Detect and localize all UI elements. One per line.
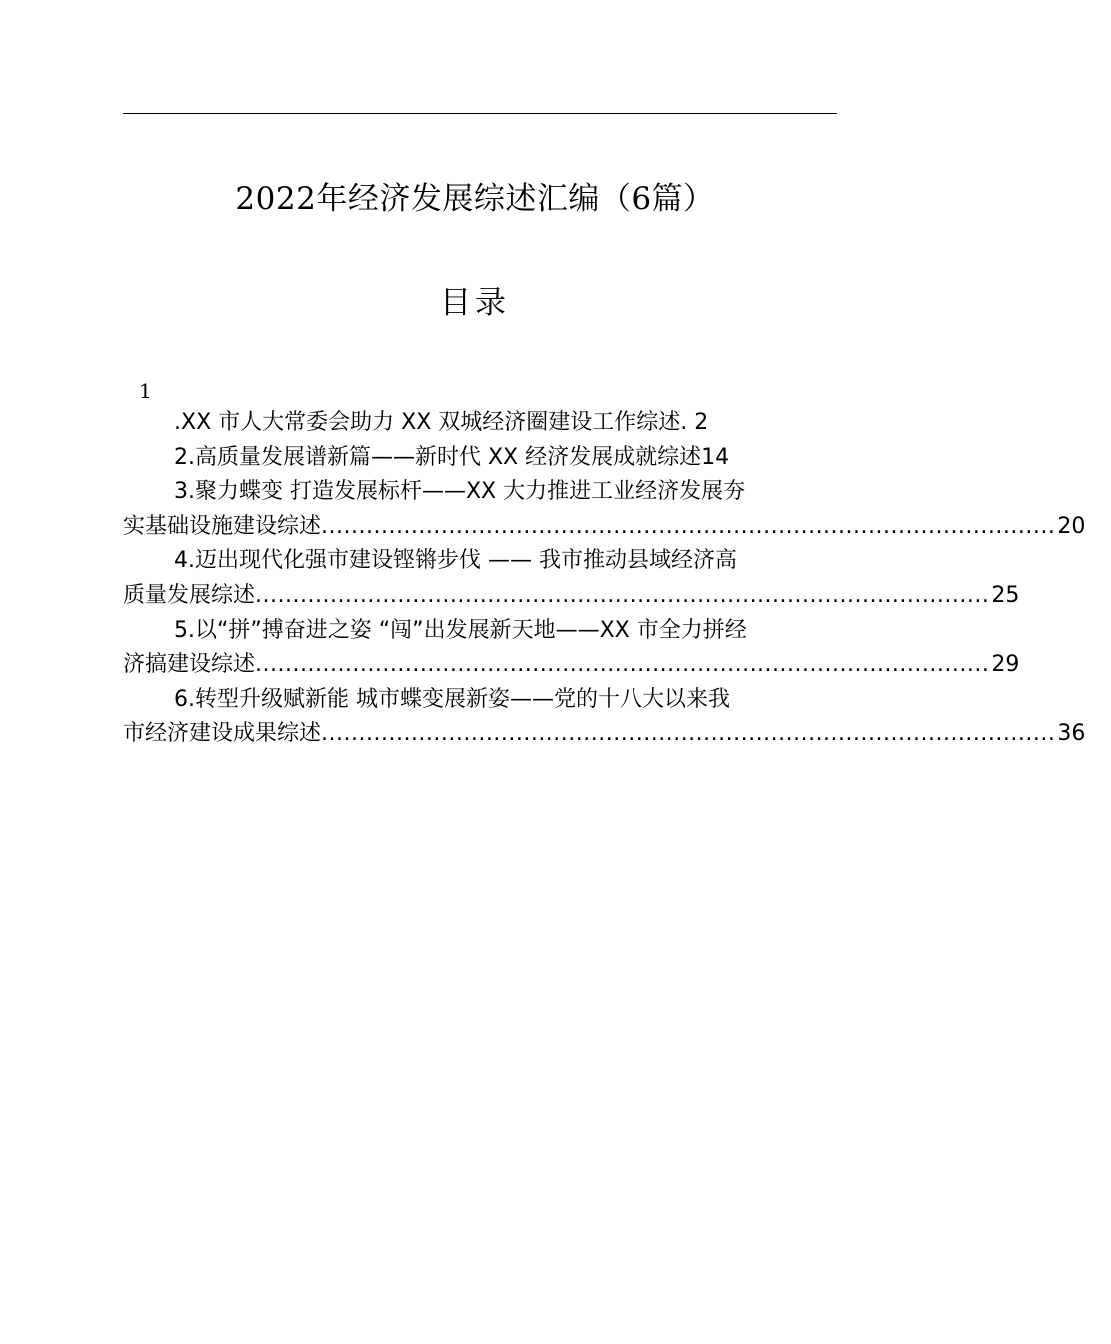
toc-heading: 目录 xyxy=(440,285,510,321)
toc-entry-1-text: .XX 市人大常委会助力 XX 双城经济圈建设工作综述. 2 xyxy=(174,410,709,435)
toc-entry-6-line1[interactable] xyxy=(123,683,837,718)
toc-entry-6-page: 36 xyxy=(1057,721,1086,747)
dot-leader: .................................................................................................. xyxy=(321,721,1056,747)
document-title xyxy=(0,176,950,222)
toc-entry-4-page: 25 xyxy=(991,582,1020,608)
toc-entry-1[interactable] xyxy=(123,406,837,441)
toc-entry-4-text: 4.迈出现代化强市建设铿锵步伐 —— 我市推动县域经济高 xyxy=(174,548,737,574)
toc-entry-2-text: 2.高质量发展谱新篇——新时代 XX 经济发展成就综述14 xyxy=(174,444,730,470)
toc-entry-4-continuation: 质量发展综述 xyxy=(123,582,256,608)
toc-entry-6-line2[interactable] xyxy=(123,717,1086,752)
dot-leader: .................................................................................................. xyxy=(255,652,990,678)
toc-entry-4-line2[interactable] xyxy=(123,579,1020,614)
toc-entry-3-page: 20 xyxy=(1057,513,1086,539)
toc-entry-5-line2[interactable] xyxy=(123,648,1020,683)
toc-entry-5-continuation: 济搞建设综述 xyxy=(123,652,256,678)
dot-leader: .................................................................................................. xyxy=(321,513,1056,539)
toc-entry-5-line1[interactable] xyxy=(123,614,837,649)
title-year: 2022 xyxy=(235,181,317,217)
toc-first-number: 1 xyxy=(139,379,152,403)
toc-entry-3-continuation: 实基础设施建设综述 xyxy=(123,513,322,539)
toc-entry-2[interactable] xyxy=(123,441,837,476)
toc-entry-3-line2[interactable] xyxy=(123,510,1086,545)
toc-list xyxy=(123,406,1086,752)
title-count: 6 xyxy=(631,181,652,217)
toc-entry-6-continuation: 市经济建设成果综述 xyxy=(123,721,322,747)
toc-entry-5-text: 5.以“拼”搏奋进之姿 “闯”出发展新天地——XX 市全力拼经 xyxy=(174,617,747,643)
toc-entry-4-line1[interactable] xyxy=(123,544,837,579)
title-text: 年经济发展综述汇编（ xyxy=(316,181,632,217)
dot-leader: .................................................................................................. xyxy=(255,582,990,608)
toc-entry-3-line1[interactable] xyxy=(123,475,837,510)
toc-entry-6-text: 6.转型升级赋新能 城市蝶变展新姿——党的十八大以来我 xyxy=(174,686,730,712)
title-suffix: 篇） xyxy=(651,181,715,217)
header-rule xyxy=(123,113,837,114)
toc-entry-3-text: 3.聚力蝶变 打造发展标杆——XX 大力推进工业经济发展夯 xyxy=(174,479,746,505)
toc-entry-5-page: 29 xyxy=(991,652,1020,678)
